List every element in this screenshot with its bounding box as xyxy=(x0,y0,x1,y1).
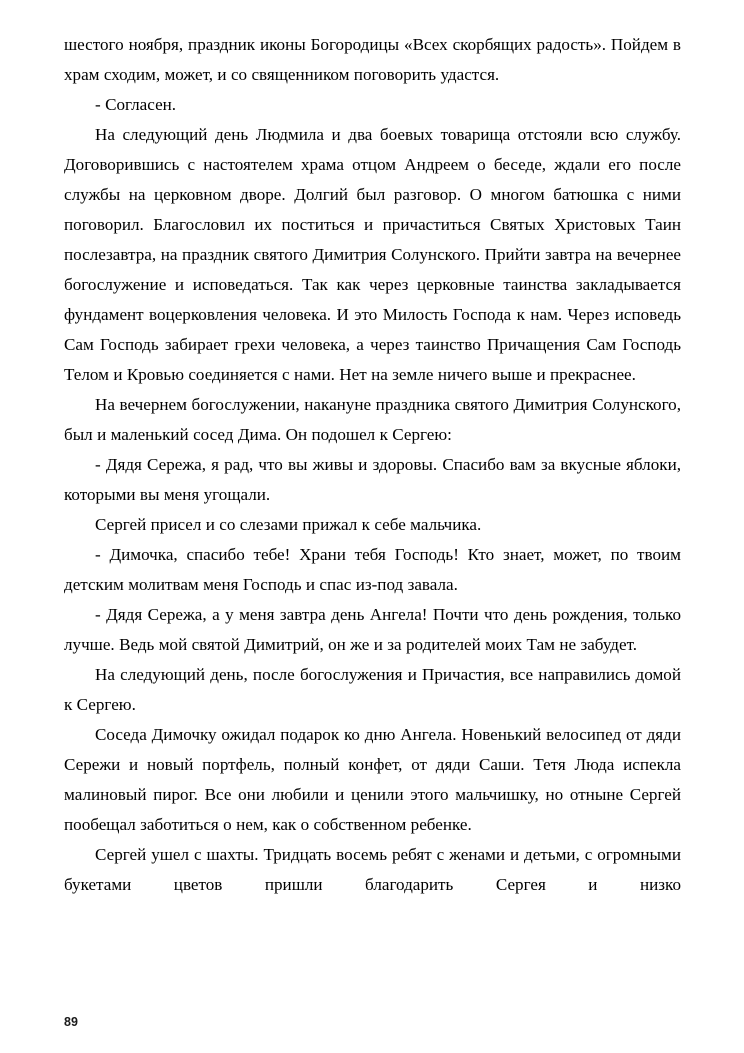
paragraph: На следующий день Людмила и два боевых товарища отстояли всю службу. Договорившись с настоятелем храма отцом Андреем о беседе, ждали его после службы на церковном дворе. Долгий был разговор. О многом батюшка с ними поговорил. Благословил их поститься и причаститься Святых Христовых Таин послезавтра, на праздник святого Димитрия Солунского. Прийти завтра на вечернее богослужение и исповедаться. Так как через церковные таинства закладывается фундамент воцерковления человека. И это Милость Господа к нам. Через исповедь Сам Господь забирает грехи человека, а через таинство Причащения Сам Господь Телом и Кровью соединяется с нами. Нет на земле ничего выше и прекраснее. xyxy=(64,125,681,384)
paragraph: Сергей ушел с шахты. Тридцать восемь ребят с женами и детьми, с огромными букетами цветов пришли благодарить Сергея и низко xyxy=(64,845,681,894)
paragraph: На следующий день, после богослужения и Причастия, все направились домой к Сергею. xyxy=(64,665,681,714)
page-text-body xyxy=(64,30,681,930)
paragraph: шестого ноября, праздник иконы Богородицы «Всех скорбящих радость». Пойдем в храм сходим, может, и со священником поговорить удастся. xyxy=(64,35,681,84)
paragraph-dialogue: - Дядя Сережа, а у меня завтра день Ангела! Почти что день рождения, только лучше. Ведь мой святой Димитрий, он же и за родителей моих Там не забудет. xyxy=(64,605,681,654)
paragraph: Соседа Димочку ожидал подарок ко дню Ангела. Новенький велосипед от дяди Сережи и новый портфель, полный конфет, от дяди Саши. Тетя Люда испекла малиновый пирог. Все они любили и ценили этого мальчишку, но отныне Сергей пообещал заботиться о нем, как о собственном ребенке. xyxy=(64,725,681,834)
paragraph: Сергей присел и со слезами прижал к себе мальчика. xyxy=(95,515,482,534)
paragraph: На вечернем богослужении, накануне праздника святого Димитрия Солунского, был и маленький сосед Дима. Он подошел к Сергею: xyxy=(64,395,681,444)
page-number: 89 xyxy=(64,1015,78,1029)
paragraph-dialogue: - Согласен. xyxy=(95,95,177,114)
paragraph-dialogue: - Дядя Сережа, я рад, что вы живы и здоровы. Спасибо вам за вкусные яблоки, которыми вы меня угощали. xyxy=(64,455,681,504)
paragraph-dialogue: - Димочка, спасибо тебе! Храни тебя Господь! Кто знает, может, по твоим детским молитвам меня Господь и спас из-под завала. xyxy=(64,545,681,594)
